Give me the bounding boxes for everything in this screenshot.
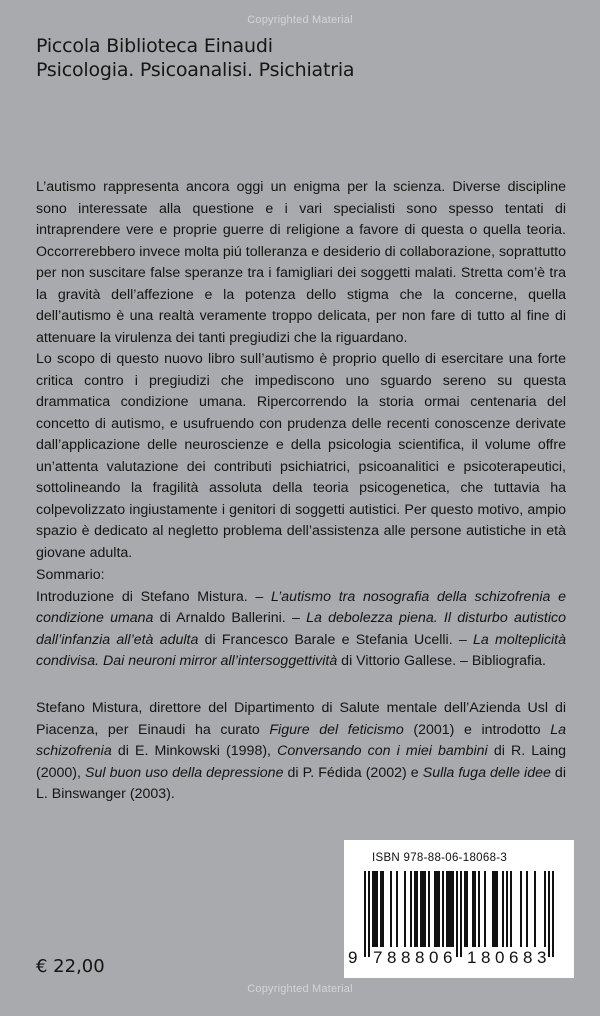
barcode-bar	[506, 871, 508, 947]
bio-book-1: Figure del feticismo	[269, 721, 404, 738]
barcode-bar	[452, 871, 454, 947]
barcode-digit: 0	[495, 948, 505, 967]
barcode-panel	[344, 840, 574, 978]
barcode-bar	[382, 871, 384, 947]
sommario-body	[36, 587, 566, 673]
bio-book-4: Sul buon uso della depressione	[85, 764, 284, 781]
bio-text-6: di L. Binswanger (2003).	[36, 764, 566, 802]
barcode-guard-bar	[456, 871, 458, 957]
barcode-bar	[442, 871, 444, 947]
barcode-bar	[534, 871, 536, 947]
blurb-paragraph-2: Lo scopo di questo nuovo libro sull’autismo è proprio quello di esercitare una forte critica contro i pregiudizi che impediscono uno sguardo sereno su questa drammatica condizione umana. Ripercorrendo la storia ormai centenaria del concetto di autismo, e usufruendo con prudenza delle recenti conoscenze derivate dall’applicazione delle neuroscienze e della psicologia scientifica, il volume offre un’attenta valutazione dei contributi psichiatrici, psicoanalitici e psicoterapeutici, sottolineando la fragilità assoluta della teoria psicogenetica, che tuttavia ha colpevolizzato ingiustamente i genitori di soggetti autistici. Per questo motivo, ampio spazio è dedicato al negletto problema dell’assistenza alle persone autistiche in età giovane adulta.	[36, 351, 566, 561]
series-header	[36, 34, 354, 82]
bio-book-2: La schizofrenia	[36, 721, 566, 759]
chapter-title-3: La molteplicità condivisa. Dai neuroni mirror all’intersoggettività	[36, 631, 566, 669]
barcode-digit: 8	[387, 948, 397, 967]
sommario-intro: Introduzione di Stefano Mistura. –	[36, 588, 272, 605]
watermark-bottom: Copyrighted Material	[247, 983, 353, 995]
barcode-guard-bar	[548, 871, 550, 957]
watermark-top: Copyrighted Material	[247, 14, 353, 26]
barcode-bar	[372, 871, 374, 947]
barcode-digits	[348, 948, 570, 970]
barcode-bar	[414, 871, 416, 947]
bio-book-5: Sulla fuga delle idee	[422, 764, 551, 781]
sommario-heading: Sommario:	[36, 567, 105, 583]
chapter-author-1: di Arnaldo Ballerini. –	[153, 610, 307, 626]
barcode-digit: 6	[509, 948, 519, 967]
barcode-bar	[446, 871, 448, 947]
barcode-digit: 6	[443, 948, 453, 967]
barcode-bar	[390, 871, 392, 947]
barcode-bar	[422, 871, 424, 947]
barcode-bar	[416, 871, 418, 947]
barcode-digit: 8	[401, 948, 411, 967]
chapter-author-2: di Francesco Barale e Stefania Ucelli. –	[198, 631, 473, 648]
barcode-bar	[374, 871, 376, 947]
price-label: € 22,00	[36, 956, 105, 977]
bio-text-4: di R. Laing (2000),	[36, 743, 566, 781]
barcode-digit: 1	[467, 948, 477, 967]
barcode-bar	[450, 871, 452, 947]
chapter-title-2: La debolezza piena. Il disturbo autistico dall’infanzia all’età adulta	[36, 610, 566, 648]
barcode-bar	[526, 871, 528, 947]
bio-text-5: di P. Fédida (2002) e	[283, 764, 423, 781]
barcode-digit: 3	[537, 948, 547, 967]
bio-book-3: Conversando con i miei bambini	[277, 743, 488, 759]
barcode-digit: 8	[523, 948, 533, 967]
barcode-bar	[396, 871, 398, 947]
barcode-bar	[502, 871, 504, 947]
barcode-bar	[420, 871, 422, 947]
barcode-bar	[478, 871, 480, 947]
barcode-bar	[410, 871, 412, 947]
barcode-bar	[472, 871, 474, 947]
barcode-bar	[520, 871, 522, 947]
barcode-guard-bar	[552, 871, 554, 957]
barcode-bar	[376, 871, 378, 947]
barcode-bar	[544, 871, 546, 947]
bio-text-1: Stefano Mistura, direttore del Dipartimento di Salute mentale dell’Azienda Usl di Piacenza, per Einaudi ha curato	[36, 700, 566, 738]
bio-text-3: di E. Minkowski (1998),	[111, 743, 278, 759]
bio-text-2: (2001) e introdotto	[403, 721, 551, 738]
author-bio	[36, 698, 566, 806]
barcode-bar	[424, 871, 426, 947]
barcode-icon	[364, 871, 554, 957]
barcode-digit: 7	[373, 948, 383, 967]
barcode-bar	[380, 871, 382, 947]
blurb-paragraph-1: L’autismo rappresenta ancora oggi un enigma per la scienza. Diverse discipline sono interessate alla questione e i vari specialisti sono spesso tentati di intraprendere vere e proprie guerre di religione a favore di questa o quella teoria. Occorrerebbero invece molta piú tolleranza e desiderio di collaborazione, soprattutto per non suscitare false speranze tra i famigliari dei soggetti malati. Stretta com’è tra la gravità dell’affezione e la potenza dello stigma che la concerne, quella dell’autismo è una realtà veramente troppo delicata, per non fare di tutto al fine di attenuare la virulenza dei tanti pregiudizi che la riguardano.	[36, 179, 566, 346]
barcode-bar	[428, 871, 430, 947]
back-cover-blurb	[36, 177, 566, 564]
series-name: Piccola Biblioteca Einaudi	[36, 35, 273, 57]
chapter-author-3: di Vittorio Gallese. – Bibliografia.	[337, 653, 546, 669]
barcode-bar	[464, 871, 466, 947]
barcode-bar	[434, 871, 436, 947]
barcode-digit: 0	[429, 948, 439, 967]
barcode-bar	[492, 871, 494, 947]
table-of-contents	[36, 565, 566, 673]
isbn-label: ISBN 978-88-06-18068-3	[372, 852, 508, 864]
barcode-bar	[404, 871, 406, 947]
chapter-title-1: L’autismo tra nosografia della schizofrenia e condizione umana	[36, 588, 566, 626]
barcode-bar	[510, 871, 512, 947]
barcode-guard-bar	[364, 871, 366, 957]
barcode-bar	[466, 871, 468, 947]
barcode-bar	[448, 871, 450, 947]
series-subtitle: Psicologia. Psicoanalisi. Psichiatria	[36, 59, 355, 81]
barcode-digit: 8	[481, 948, 491, 967]
barcode-bar	[438, 871, 440, 947]
barcode-guard-bar	[460, 871, 462, 957]
barcode-guard-bar	[368, 871, 370, 957]
barcode-bar	[484, 871, 486, 947]
barcode-digit: 8	[415, 948, 425, 967]
barcode-bar	[474, 871, 476, 947]
barcode-bar	[436, 871, 438, 947]
barcode-digit: 9	[348, 948, 358, 967]
barcode-bar	[494, 871, 496, 947]
barcode-bar	[496, 871, 498, 947]
